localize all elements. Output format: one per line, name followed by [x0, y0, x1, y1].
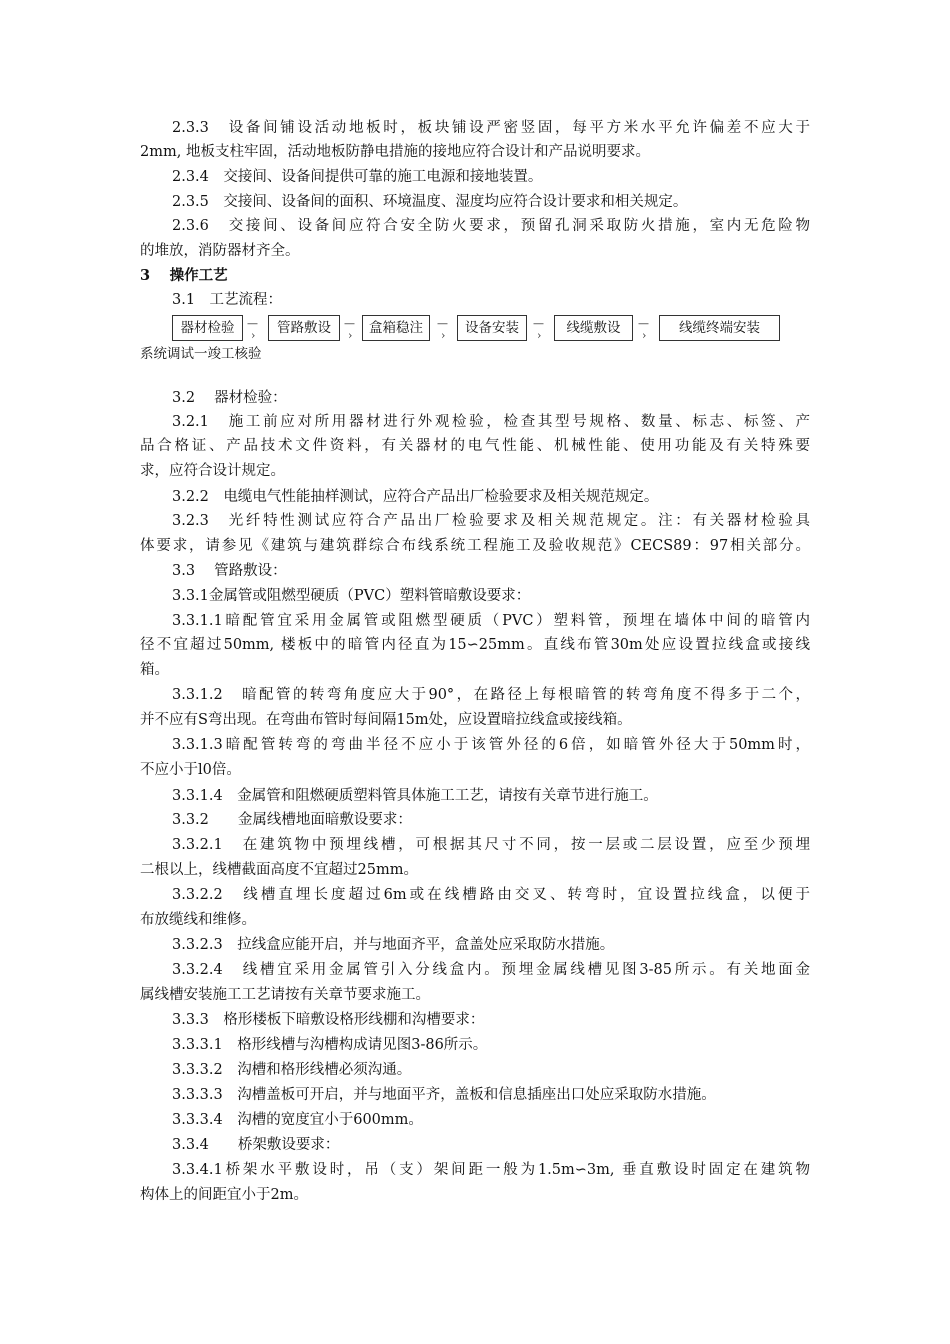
flow-arrow-5: — ›	[638, 317, 649, 342]
flow-step-4: 设备安装	[457, 315, 527, 341]
clause-3-3-3: 3.3.3 格形楼板下暗敷设格形线棚和沟槽要求：	[172, 1012, 485, 1028]
flow-arrow-3: — ›	[437, 317, 448, 342]
clause-3-3-2-1: 3.3.2.1 在建筑物中预埋线槽，可根据其尺寸不同，按一层或二层设置，应至少预埋	[172, 837, 810, 853]
flow-step-5: 线缆敷设	[554, 315, 633, 341]
flow-arrow-1: — ›	[247, 317, 258, 342]
clause-3-3-2-3: 3.3.2.3 拉线盒应能开启，并与地面齐平，盒盖处应采取防水措施。	[172, 937, 615, 953]
clause-3-3-1-3-cont: 不应小于l0倍。	[140, 762, 241, 778]
clause-3-3-3-4: 3.3.3.4 沟槽的宽度宜小于600mm。	[172, 1112, 423, 1128]
clause-3-1: 3.1 工艺流程：	[172, 292, 283, 308]
flow-step-1: 器材检验	[172, 315, 243, 341]
clause-3-3-4: 3.3.4 桥架敷设要求：	[172, 1137, 340, 1153]
clause-3-2-3-cont: 体要求，请参见《建筑与建筑群综合布线系统工程施工及验收规范》CECS89：97相关部分。	[140, 538, 810, 554]
clause-3-2-1-end: 求，应符合设计规定。	[140, 463, 285, 479]
clause-3-3-1-1-end: 箱。	[140, 662, 169, 678]
clause-3-3-3-2: 3.3.3.2 沟槽和格形线槽必须沟通。	[172, 1062, 412, 1078]
clause-3-3-2-4-cont: 属线槽安装施工工艺请按有关章节要求施工。	[140, 987, 430, 1003]
clause-3-3-1-2-cont: 并不应有S弯出现。在弯曲布管时每间隔15m处，应设置暗拉线盒或接线箱。	[140, 712, 632, 728]
clause-3-3-2: 3.3.2 金属线槽地面暗敷设要求：	[172, 812, 412, 828]
clause-3-3-4-1-cont: 构体上的间距宜小于2m。	[140, 1187, 308, 1203]
clause-3-3-3-1: 3.3.3.1 格形线槽与沟槽构成请见图3-86所示。	[172, 1037, 488, 1053]
clause-3-3-2-2: 3.3.2.2 线槽直埋长度超过6m或在线槽路由交叉、转弯时，宜设置拉线盒，以便于	[172, 887, 810, 903]
clause-3-3-3-3: 3.3.3.3 沟槽盖板可开启，并与地面平齐，盖板和信息插座出口处应采取防水措施。	[172, 1087, 716, 1103]
clause-3-3-1-2: 3.3.1.2 暗配管的转弯角度应大于90°，在路径上每根暗管的转弯角度不得多于二个，	[172, 687, 810, 703]
clause-2-3-3: 2.3.3 设备间铺设活动地板时，板块铺设严密竖固，每平方米水平允许偏差不应大于	[172, 120, 810, 136]
clause-3-3-2-1-cont: 二根以上，线槽截面高度不宜超过25mm。	[140, 862, 418, 878]
clause-2-3-6-cont: 的堆放，消防器材齐全。	[140, 243, 300, 259]
clause-3-3-1-4: 3.3.1.4 金属管和阻燃硬质塑料管具体施工工艺，请按有关章节进行施工。	[172, 788, 658, 804]
clause-2-3-6: 2.3.6 交接间、设备间应符合安全防火要求，预留孔洞采取防火措施，室内无危险物	[172, 218, 810, 234]
clause-3-2-3: 3.2.3 光纤特性测试应符合产品出厂检验要求及相关规范规定。注：有关器材检验具	[172, 513, 810, 529]
clause-3-2-2: 3.2.2 电缆电气性能抽样测试，应符合产品出厂检验要求及相关规范规定。	[172, 489, 659, 505]
flow-step-3: 盒箱稳注	[362, 315, 430, 341]
flow-arrow-4: — ›	[533, 317, 544, 342]
flow-step-6: 线缆终端安装	[659, 315, 780, 341]
clause-3-2-1-cont: 品合格证、产品技术文件资料，有关器材的电气性能、机械性能、使用功能及有关特殊要	[140, 438, 810, 454]
clause-2-3-4: 2.3.4 交接间、设备间提供可靠的施工电源和接地装置。	[172, 169, 543, 185]
clause-3-3: 3.3 管路敷设：	[172, 563, 287, 579]
clause-3-3-2-2-cont: 布放缆线和维修。	[140, 912, 256, 928]
clause-3-2-1: 3.2.1 施工前应对所用器材进行外观检验，检查其型号规格、数量、标志、标签、产	[172, 414, 810, 430]
clause-2-3-3-cont: 2mm, 地板支柱牢固，活动地板防静电措施的接地应符合设计和产品说明要求。	[140, 144, 650, 160]
clause-2-3-5: 2.3.5 交接间、设备间的面积、环境温度、湿度均应符合设计要求和相关规定。	[172, 194, 688, 210]
clause-3-3-1-3: 3.3.1.3暗配管转弯的弯曲半径不应小于该管外径的6倍，如暗管外径大于50mm时，	[172, 737, 810, 753]
section-heading-3: 3 操作工艺	[140, 267, 228, 284]
clause-3-3-1-1: 3.3.1.1暗配管宜采用金属管或阻燃型硬质（PVC）塑料管，预埋在墙体中间的暗管内	[172, 613, 810, 629]
clause-3-3-1-1-cont: 径不宜超过50mm, 楼板中的暗管内径直为15∽25mm。直线布管30m处应设置拉线盒或接线	[140, 637, 810, 653]
flow-step-2: 管路敷设	[268, 315, 340, 341]
clause-3-3-4-1: 3.3.4.1桥架水平敷设时，吊（支）架间距一般为1.5m∽3m, 垂直敷设时固定在建筑物	[172, 1162, 810, 1178]
flow-arrow-2: — ›	[344, 317, 355, 342]
clause-3-3-1: 3.3.1金属管或阻燃型硬质（PVC）塑料管暗敷设要求：	[172, 588, 531, 604]
flow-continuation: 系统调试一竣工核验	[140, 346, 262, 362]
clause-3-3-2-4: 3.3.2.4 线槽宜采用金属管引入分线盒内。预埋金属线槽见图3-85所示。有关地面金	[172, 962, 810, 978]
clause-3-2: 3.2 器材检验：	[172, 390, 287, 406]
